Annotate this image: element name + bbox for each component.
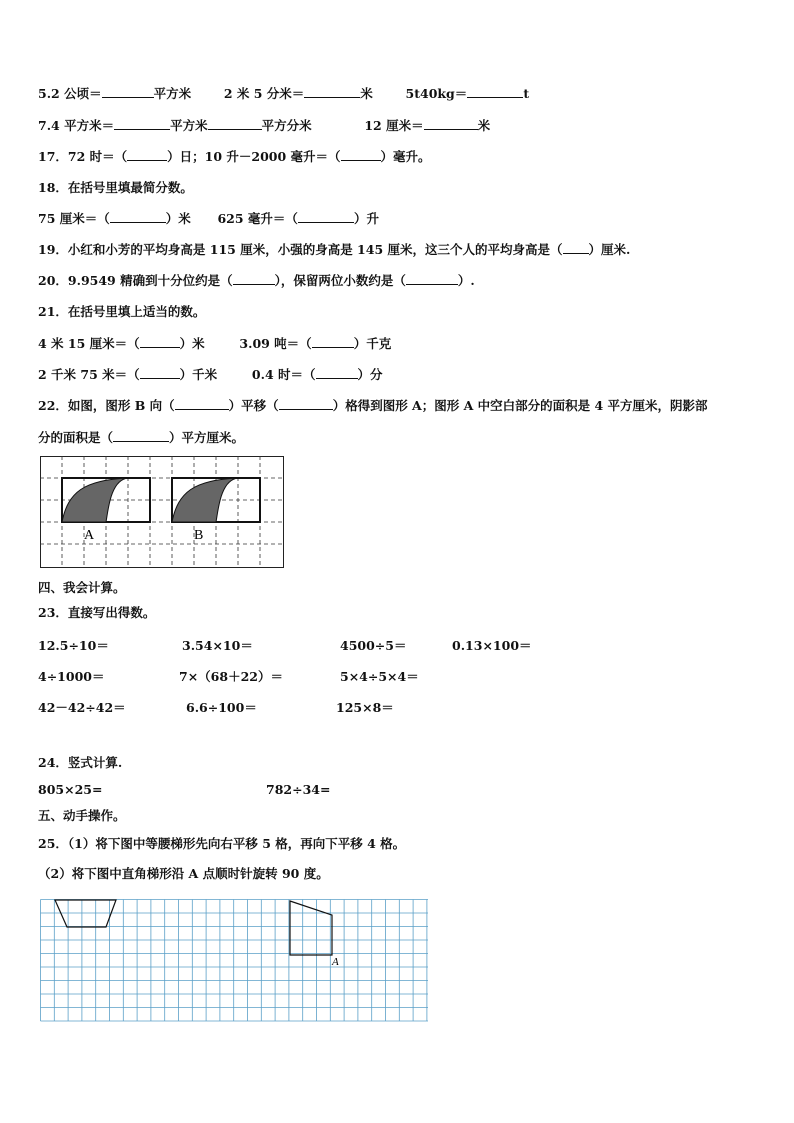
answer-blank[interactable]: [563, 240, 589, 254]
text: 5t40kg＝: [405, 86, 468, 101]
answer-blank[interactable]: [114, 116, 170, 130]
answer-blank[interactable]: [424, 116, 478, 130]
text: 7.4 平方米＝: [38, 118, 115, 133]
text: 19．小红和小芳的平均身高是 115 厘米，小强的身高是 145 厘米，这三个人的平均身高是（: [38, 242, 563, 257]
calc-item: 6.6÷100＝: [186, 700, 257, 715]
vertical-calc-a: 805×25=: [38, 782, 103, 797]
text: 2 千米 75 米＝（: [38, 367, 140, 382]
answer-blank[interactable]: [467, 84, 523, 98]
vertical-calc-b: 782÷34=: [266, 782, 331, 797]
question-21-row-1: [38, 334, 391, 352]
text: 17．72 时＝（: [38, 149, 128, 164]
text: ）日；10 升－2000 毫升＝（: [167, 149, 341, 164]
calc-item: 4500÷5＝: [340, 638, 407, 653]
text: ）米: [179, 336, 205, 351]
text: ）厘米.: [588, 242, 631, 257]
translation-figure: [40, 456, 284, 568]
text: ）分: [357, 367, 383, 382]
question-18-title: 18．在括号里填最简分数。: [38, 180, 193, 195]
section-4-title: 四、我会计算。: [38, 580, 126, 595]
question-22-line-1: [38, 396, 708, 414]
label-a: A: [84, 528, 95, 543]
calc-item: 4÷1000＝: [38, 669, 105, 684]
calc-item: 5×4÷5×4＝: [340, 669, 419, 684]
text: 4 米 15 厘米＝（: [38, 336, 140, 351]
answer-blank[interactable]: [140, 365, 180, 379]
text: ）平移（: [228, 398, 279, 413]
answer-blank[interactable]: [312, 334, 354, 348]
text: 米: [360, 86, 373, 101]
question-20: [38, 271, 475, 289]
calc-item: 3.54×10＝: [182, 638, 253, 653]
answer-blank[interactable]: [113, 428, 169, 442]
calc-item: 125×8＝: [336, 700, 394, 715]
answer-blank[interactable]: [341, 147, 381, 161]
text: 12 厘米＝: [364, 118, 424, 133]
question-23-title: 23．直接写出得数。: [38, 605, 156, 620]
text: ）毫升。: [380, 149, 431, 164]
fill-row-1: [38, 84, 529, 102]
answer-blank[interactable]: [140, 334, 180, 348]
text: 2 米 5 分米＝: [223, 86, 305, 101]
text: 20．9.9549 精确到十分位约是（: [38, 273, 233, 288]
answer-blank[interactable]: [208, 116, 262, 130]
text: 22．如图，图形 B 向（: [38, 398, 175, 413]
question-17: [38, 147, 431, 165]
answer-blank[interactable]: [175, 396, 229, 410]
right-trapezoid: [290, 901, 332, 955]
text: ）格得到图形 A；图形 A 中空白部分的面积是 4 平方厘米，阴影部: [332, 398, 708, 413]
answer-blank[interactable]: [406, 271, 458, 285]
question-25-part-1: 25．（1）将下图中等腰梯形先向右平移 5 格，再向下平移 4 格。: [38, 836, 406, 851]
question-25-part-2: （2）将下图中直角梯形沿 A 点顺时针旋转 90 度。: [38, 866, 329, 881]
text: ）升: [353, 211, 379, 226]
text: 5.2 公顷＝: [38, 86, 102, 101]
figure-a: [62, 478, 150, 522]
calc-item: 7×（68＋22）＝: [179, 669, 283, 684]
answer-blank[interactable]: [233, 271, 275, 285]
question-18-row: [38, 209, 379, 227]
label-b: B: [194, 528, 204, 543]
question-22-line-2: [38, 428, 244, 446]
question-21-row-2: [38, 365, 383, 383]
text: ）千克: [353, 336, 392, 351]
point-a-label: A: [332, 956, 339, 968]
operation-grid: [40, 899, 430, 1023]
section-5-title: 五、动手操作。: [38, 808, 126, 823]
answer-blank[interactable]: [298, 209, 354, 223]
calc-item: 42－42÷42＝: [38, 700, 126, 715]
text: 平方米: [170, 118, 208, 133]
answer-blank[interactable]: [110, 209, 166, 223]
question-24-title: 24．竖式计算.: [38, 755, 123, 770]
text: 分的面积是（: [38, 430, 114, 445]
answer-blank[interactable]: [304, 84, 360, 98]
calc-item: 0.13×100＝: [452, 638, 532, 653]
calc-item: 12.5÷10＝: [38, 638, 109, 653]
text: 625 毫升＝（: [217, 211, 298, 226]
question-21-title: 21．在括号里填上适当的数。: [38, 304, 206, 319]
answer-blank[interactable]: [102, 84, 154, 98]
text: 0.4 时＝（: [251, 367, 316, 382]
text: t: [523, 86, 530, 101]
fill-row-2: [38, 116, 490, 134]
text: ）千米: [179, 367, 218, 382]
answer-blank[interactable]: [316, 365, 358, 379]
text: 3.09 吨＝（: [239, 336, 312, 351]
text: 平方分米: [261, 118, 312, 133]
answer-blank[interactable]: [279, 396, 333, 410]
text: 米: [477, 118, 491, 133]
text: ）米: [165, 211, 191, 226]
text: 75 厘米＝（: [38, 211, 110, 226]
text: ），保留两位小数约是（: [274, 273, 406, 288]
text: ）平方厘米。: [169, 430, 245, 445]
answer-blank[interactable]: [127, 147, 167, 161]
text: 平方米: [153, 86, 192, 101]
question-19: [38, 240, 630, 258]
text: ）.: [457, 273, 475, 288]
isosceles-trapezoid: [55, 900, 116, 927]
